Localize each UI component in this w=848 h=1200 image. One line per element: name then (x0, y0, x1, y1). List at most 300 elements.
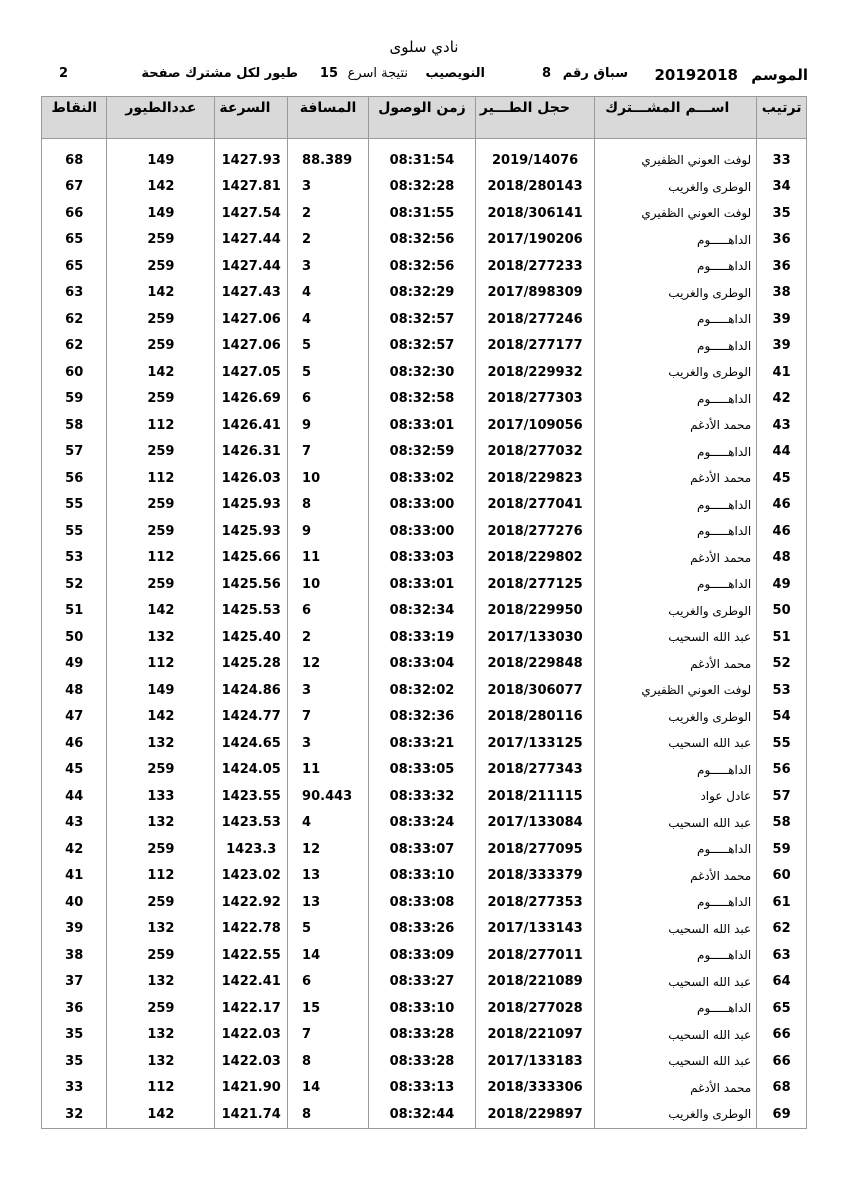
cell-name: الداهـــــوم (595, 439, 757, 466)
cell-distance: 13 (288, 863, 369, 890)
cell-arrival-time: 08:32:59 (369, 439, 476, 466)
cell-speed: 1425.40 (215, 624, 288, 651)
table-row (42, 545, 807, 572)
cell-name: عبد الله السحيب (595, 810, 757, 837)
cell-arrival-time: 08:33:26 (369, 916, 476, 943)
table-row (42, 942, 807, 969)
cell-speed: 1427.05 (215, 359, 288, 386)
table-row (42, 280, 807, 307)
cell-name: الوطرى والغريب (595, 174, 757, 201)
cell-speed: 1427.06 (215, 306, 288, 333)
cell-points: 57 (42, 439, 107, 466)
cell-birds: 112 (107, 465, 215, 492)
table-row (42, 863, 807, 890)
cell-arrival-time: 08:33:01 (369, 571, 476, 598)
cell-rank: 38 (757, 280, 807, 307)
table-row (42, 810, 807, 837)
cell-rank: 39 (757, 333, 807, 360)
cell-birds: 132 (107, 1048, 215, 1075)
table-row (42, 439, 807, 466)
cell-distance: 2 (288, 624, 369, 651)
birds-count: 15 (319, 66, 338, 81)
cell-points: 52 (42, 571, 107, 598)
cell-speed: 1421.74 (215, 1101, 288, 1128)
cell-ring: 2018/280116 (475, 704, 594, 731)
cell-rank: 51 (757, 624, 807, 651)
cell-speed: 1427.43 (215, 280, 288, 307)
cell-birds: 149 (107, 677, 215, 704)
cell-rank: 69 (757, 1101, 807, 1128)
cell-arrival-time: 08:33:09 (369, 942, 476, 969)
cell-arrival-time: 08:32:28 (369, 174, 476, 201)
cell-distance: 8 (288, 1048, 369, 1075)
cell-distance: 6 (288, 598, 369, 625)
cell-speed: 1423.02 (215, 863, 288, 890)
cell-points: 60 (42, 359, 107, 386)
cell-points: 45 (42, 757, 107, 784)
cell-ring: 2018/277011 (475, 942, 594, 969)
cell-arrival-time: 08:31:54 (369, 147, 476, 174)
cell-birds: 259 (107, 333, 215, 360)
cell-arrival-time: 08:33:07 (369, 836, 476, 863)
cell-speed: 1425.53 (215, 598, 288, 625)
cell-points: 50 (42, 624, 107, 651)
cell-points: 43 (42, 810, 107, 837)
cell-rank: 33 (757, 147, 807, 174)
table-row (42, 757, 807, 784)
cell-distance: 90.443 (288, 783, 369, 810)
cell-name: الداهـــــوم (595, 306, 757, 333)
cell-speed: 1425.93 (215, 492, 288, 519)
cell-points: 51 (42, 598, 107, 625)
cell-speed: 1423.53 (215, 810, 288, 837)
cell-birds: 259 (107, 227, 215, 254)
cell-rank: 49 (757, 571, 807, 598)
cell-rank: 44 (757, 439, 807, 466)
table-row (42, 518, 807, 545)
cell-birds: 142 (107, 174, 215, 201)
cell-speed: 1425.66 (215, 545, 288, 572)
table-row (42, 147, 807, 174)
cell-distance: 4 (288, 280, 369, 307)
cell-points: 35 (42, 1022, 107, 1049)
cell-speed: 1424.65 (215, 730, 288, 757)
cell-distance: 14 (288, 942, 369, 969)
cell-name: الداهـــــوم (595, 995, 757, 1022)
cell-distance: 12 (288, 836, 369, 863)
col-ring-header: حجل الطـــير (475, 97, 594, 139)
cell-ring: 2018/211115 (475, 783, 594, 810)
cell-name: عبد الله السحيب (595, 624, 757, 651)
cell-name: الداهـــــوم (595, 757, 757, 784)
cell-rank: 50 (757, 598, 807, 625)
cell-points: 40 (42, 889, 107, 916)
cell-points: 48 (42, 677, 107, 704)
cell-rank: 55 (757, 730, 807, 757)
club-title: نادي سلوى (389, 38, 459, 56)
cell-arrival-time: 08:33:28 (369, 1048, 476, 1075)
cell-name: عبد الله السحيب (595, 1048, 757, 1075)
table-row (42, 174, 807, 201)
cell-points: 55 (42, 518, 107, 545)
cell-ring: 2018/277125 (475, 571, 594, 598)
cell-ring: 2017/133084 (475, 810, 594, 837)
table-row (42, 783, 807, 810)
table-row (42, 333, 807, 360)
cell-points: 36 (42, 995, 107, 1022)
cell-distance: 13 (288, 889, 369, 916)
cell-arrival-time: 08:33:10 (369, 863, 476, 890)
cell-birds: 132 (107, 810, 215, 837)
cell-speed: 1422.03 (215, 1022, 288, 1049)
table-row (42, 916, 807, 943)
cell-speed: 1422.17 (215, 995, 288, 1022)
result-label: نتيجة اسرع (347, 66, 408, 81)
cell-rank: 61 (757, 889, 807, 916)
cell-arrival-time: 08:33:28 (369, 1022, 476, 1049)
cell-rank: 63 (757, 942, 807, 969)
table-row (42, 359, 807, 386)
cell-speed: 1427.54 (215, 200, 288, 227)
spacer-row (42, 139, 807, 148)
cell-distance: 4 (288, 306, 369, 333)
cell-distance: 6 (288, 386, 369, 413)
cell-arrival-time: 08:32:56 (369, 227, 476, 254)
cell-name: عادل عواد (595, 783, 757, 810)
cell-birds: 149 (107, 147, 215, 174)
cell-name: الوطرى والغريب (595, 359, 757, 386)
cell-ring: 2017/898309 (475, 280, 594, 307)
cell-rank: 36 (757, 253, 807, 280)
table-row (42, 969, 807, 996)
cell-rank: 42 (757, 386, 807, 413)
cell-distance: 11 (288, 545, 369, 572)
cell-distance: 10 (288, 465, 369, 492)
cell-ring: 2018/277303 (475, 386, 594, 413)
cell-rank: 66 (757, 1048, 807, 1075)
table-row (42, 1048, 807, 1075)
cell-speed: 1427.81 (215, 174, 288, 201)
cell-name: الوطرى والغريب (595, 598, 757, 625)
cell-rank: 66 (757, 1022, 807, 1049)
page-number: 2 (58, 66, 68, 81)
cell-rank: 48 (757, 545, 807, 572)
cell-birds: 132 (107, 624, 215, 651)
cell-speed: 1426.69 (215, 386, 288, 413)
cell-birds: 142 (107, 598, 215, 625)
cell-arrival-time: 08:32:30 (369, 359, 476, 386)
cell-rank: 60 (757, 863, 807, 890)
cell-points: 33 (42, 1075, 107, 1102)
cell-speed: 1427.06 (215, 333, 288, 360)
table-row (42, 386, 807, 413)
cell-speed: 1426.03 (215, 465, 288, 492)
cell-speed: 1427.44 (215, 253, 288, 280)
season-value: 20192018 (654, 66, 738, 84)
cell-birds: 259 (107, 253, 215, 280)
cell-speed: 1424.86 (215, 677, 288, 704)
cell-arrival-time: 08:33:01 (369, 412, 476, 439)
cell-birds: 112 (107, 651, 215, 678)
cell-birds: 132 (107, 1022, 215, 1049)
cell-points: 49 (42, 651, 107, 678)
cell-distance: 3 (288, 253, 369, 280)
cell-name: عبد الله السحيب (595, 1022, 757, 1049)
cell-points: 56 (42, 465, 107, 492)
cell-rank: 36 (757, 227, 807, 254)
cell-ring: 2018/229932 (475, 359, 594, 386)
cell-speed: 1424.77 (215, 704, 288, 731)
cell-birds: 132 (107, 730, 215, 757)
cell-ring: 2018/277246 (475, 306, 594, 333)
cell-points: 62 (42, 333, 107, 360)
cell-rank: 68 (757, 1075, 807, 1102)
cell-speed: 1425.56 (215, 571, 288, 598)
cell-rank: 64 (757, 969, 807, 996)
cell-arrival-time: 08:33:32 (369, 783, 476, 810)
cell-name: الداهـــــوم (595, 227, 757, 254)
cell-ring: 2017/133030 (475, 624, 594, 651)
cell-speed: 1422.78 (215, 916, 288, 943)
cell-arrival-time: 08:32:57 (369, 306, 476, 333)
cell-name: عبد الله السحيب (595, 916, 757, 943)
cell-birds: 259 (107, 995, 215, 1022)
cell-birds: 259 (107, 757, 215, 784)
cell-arrival-time: 08:33:00 (369, 492, 476, 519)
race-info-line (48, 66, 808, 90)
cell-speed: 1427.93 (215, 147, 288, 174)
cell-arrival-time: 08:33:13 (369, 1075, 476, 1102)
cell-ring: 2018/277353 (475, 889, 594, 916)
table-row (42, 624, 807, 651)
cell-speed: 1426.41 (215, 412, 288, 439)
cell-birds: 133 (107, 783, 215, 810)
cell-rank: 43 (757, 412, 807, 439)
cell-name: محمد الأدغم (595, 412, 757, 439)
birds-label: طيور لكل مشترك صفحة (141, 66, 298, 81)
cell-points: 53 (42, 545, 107, 572)
cell-birds: 142 (107, 704, 215, 731)
table-row (42, 465, 807, 492)
cell-ring: 2018/229848 (475, 651, 594, 678)
col-rank-header: ترتيب (757, 97, 807, 139)
cell-birds: 142 (107, 1101, 215, 1128)
cell-name: محمد الأدغم (595, 1075, 757, 1102)
cell-ring: 2018/277041 (475, 492, 594, 519)
cell-name: لوفت العوني الظفيري (595, 200, 757, 227)
race-number: 8 (541, 66, 551, 81)
cell-arrival-time: 08:33:05 (369, 757, 476, 784)
cell-rank: 58 (757, 810, 807, 837)
cell-points: 65 (42, 253, 107, 280)
cell-speed: 1425.93 (215, 518, 288, 545)
col-speed-header: السرعة (215, 97, 288, 139)
cell-birds: 259 (107, 386, 215, 413)
cell-points: 62 (42, 306, 107, 333)
cell-name: لوفت العوني الظفيري (595, 147, 757, 174)
table-header-row (42, 97, 807, 139)
cell-speed: 1423.55 (215, 783, 288, 810)
cell-distance: 8 (288, 1101, 369, 1128)
cell-ring: 2017/133125 (475, 730, 594, 757)
cell-ring: 2018/277233 (475, 253, 594, 280)
table-row (42, 492, 807, 519)
table-row (42, 704, 807, 731)
cell-points: 38 (42, 942, 107, 969)
table-row (42, 836, 807, 863)
cell-name: الداهـــــوم (595, 333, 757, 360)
cell-rank: 45 (757, 465, 807, 492)
cell-rank: 34 (757, 174, 807, 201)
table-row (42, 200, 807, 227)
cell-ring: 2018/333306 (475, 1075, 594, 1102)
cell-ring: 2018/229897 (475, 1101, 594, 1128)
cell-birds: 132 (107, 916, 215, 943)
cell-arrival-time: 08:33:02 (369, 465, 476, 492)
cell-birds: 259 (107, 889, 215, 916)
table-row (42, 227, 807, 254)
cell-distance: 88.389 (288, 147, 369, 174)
cell-name: الداهـــــوم (595, 889, 757, 916)
cell-speed: 1422.55 (215, 942, 288, 969)
table-row (42, 253, 807, 280)
cell-points: 65 (42, 227, 107, 254)
cell-birds: 259 (107, 492, 215, 519)
cell-points: 68 (42, 147, 107, 174)
cell-rank: 54 (757, 704, 807, 731)
cell-name: لوفت العوني الظفيري (595, 677, 757, 704)
cell-arrival-time: 08:32:34 (369, 598, 476, 625)
cell-ring: 2018/221097 (475, 1022, 594, 1049)
cell-points: 42 (42, 836, 107, 863)
table-row (42, 306, 807, 333)
cell-distance: 12 (288, 651, 369, 678)
cell-ring: 2018/277276 (475, 518, 594, 545)
cell-distance: 4 (288, 810, 369, 837)
col-points-header: النقاط (42, 97, 107, 139)
cell-rank: 57 (757, 783, 807, 810)
cell-points: 41 (42, 863, 107, 890)
cell-distance: 9 (288, 518, 369, 545)
cell-points: 66 (42, 200, 107, 227)
cell-arrival-time: 08:33:03 (369, 545, 476, 572)
cell-speed: 1425.28 (215, 651, 288, 678)
col-birds-header: عددالطيور (107, 97, 215, 139)
cell-name: الوطرى والغريب (595, 704, 757, 731)
cell-ring: 2018/277343 (475, 757, 594, 784)
cell-ring: 2018/280143 (475, 174, 594, 201)
cell-arrival-time: 08:31:55 (369, 200, 476, 227)
cell-arrival-time: 08:32:36 (369, 704, 476, 731)
cell-speed: 1421.90 (215, 1075, 288, 1102)
cell-name: محمد الأدغم (595, 465, 757, 492)
cell-distance: 3 (288, 677, 369, 704)
cell-rank: 62 (757, 916, 807, 943)
cell-birds: 142 (107, 280, 215, 307)
cell-points: 47 (42, 704, 107, 731)
cell-name: الداهـــــوم (595, 386, 757, 413)
cell-name: الداهـــــوم (595, 492, 757, 519)
cell-ring: 2018/229950 (475, 598, 594, 625)
cell-birds: 259 (107, 518, 215, 545)
cell-points: 67 (42, 174, 107, 201)
season-label: الموسم (751, 66, 808, 84)
cell-distance: 15 (288, 995, 369, 1022)
cell-rank: 39 (757, 306, 807, 333)
cell-arrival-time: 08:33:21 (369, 730, 476, 757)
cell-ring: 2017/133143 (475, 916, 594, 943)
col-distance-header: المسافة (288, 97, 369, 139)
cell-name: محمد الأدغم (595, 651, 757, 678)
cell-birds: 112 (107, 545, 215, 572)
cell-distance: 6 (288, 969, 369, 996)
cell-rank: 59 (757, 836, 807, 863)
cell-ring: 2018/277028 (475, 995, 594, 1022)
cell-birds: 259 (107, 836, 215, 863)
cell-ring: 2018/306077 (475, 677, 594, 704)
table-row (42, 1075, 807, 1102)
cell-rank: 52 (757, 651, 807, 678)
cell-rank: 46 (757, 492, 807, 519)
table-row (42, 1101, 807, 1128)
col-time-header: زمن الوصول (369, 97, 476, 139)
cell-ring: 2018/333379 (475, 863, 594, 890)
cell-name: محمد الأدغم (595, 863, 757, 890)
cell-distance: 5 (288, 359, 369, 386)
table-row (42, 889, 807, 916)
cell-points: 44 (42, 783, 107, 810)
table-row (42, 1022, 807, 1049)
cell-ring: 2019/14076 (475, 147, 594, 174)
cell-birds: 259 (107, 439, 215, 466)
cell-distance: 3 (288, 174, 369, 201)
cell-name: الوطرى والغريب (595, 280, 757, 307)
cell-birds: 142 (107, 359, 215, 386)
cell-arrival-time: 08:33:08 (369, 889, 476, 916)
cell-name: عبد الله السحيب (595, 730, 757, 757)
cell-arrival-time: 08:33:00 (369, 518, 476, 545)
cell-birds: 149 (107, 200, 215, 227)
cell-distance: 7 (288, 704, 369, 731)
cell-arrival-time: 08:33:19 (369, 624, 476, 651)
cell-birds: 259 (107, 942, 215, 969)
cell-speed: 1426.31 (215, 439, 288, 466)
cell-ring: 2018/277032 (475, 439, 594, 466)
cell-ring: 2017/190206 (475, 227, 594, 254)
cell-ring: 2017/109056 (475, 412, 594, 439)
cell-distance: 7 (288, 1022, 369, 1049)
cell-arrival-time: 08:32:58 (369, 386, 476, 413)
cell-ring: 2017/133183 (475, 1048, 594, 1075)
cell-points: 55 (42, 492, 107, 519)
cell-arrival-time: 08:32:44 (369, 1101, 476, 1128)
table-row (42, 995, 807, 1022)
cell-birds: 112 (107, 1075, 215, 1102)
loft-name: النويصيب (425, 66, 485, 81)
cell-name: عبد الله السحيب (595, 969, 757, 996)
cell-distance: 5 (288, 333, 369, 360)
cell-ring: 2018/221089 (475, 969, 594, 996)
cell-distance: 2 (288, 227, 369, 254)
cell-ring: 2018/229802 (475, 545, 594, 572)
cell-rank: 46 (757, 518, 807, 545)
cell-name: محمد الأدغم (595, 545, 757, 572)
cell-name: الوطرى والغريب (595, 1101, 757, 1128)
cell-speed: 1427.44 (215, 227, 288, 254)
cell-birds: 259 (107, 306, 215, 333)
cell-arrival-time: 08:33:10 (369, 995, 476, 1022)
cell-birds: 112 (107, 412, 215, 439)
